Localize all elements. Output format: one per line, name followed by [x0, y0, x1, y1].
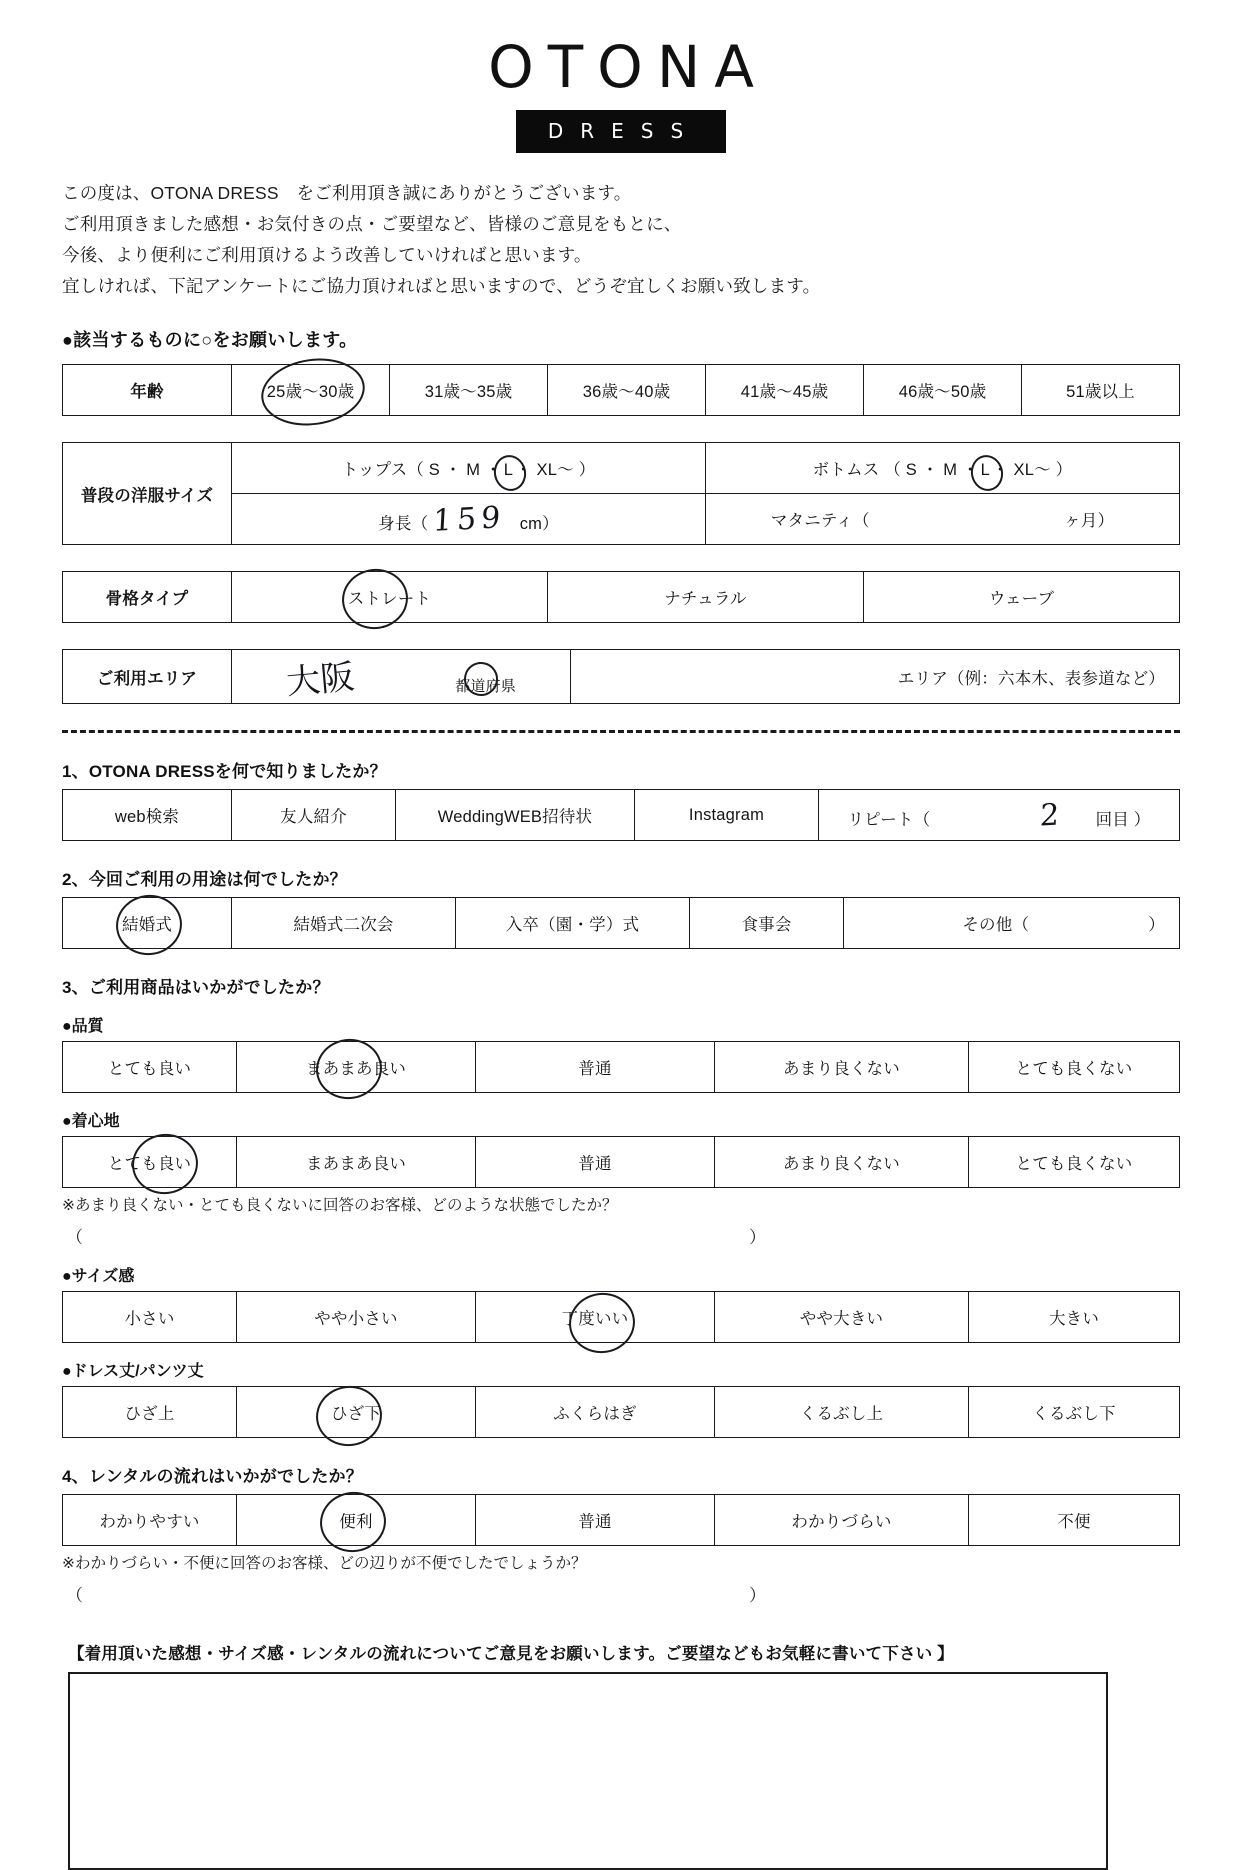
bottoms-prefix: ボトムス （ S ・ M ・ — [812, 461, 979, 479]
q3-comfort-answer-row[interactable] — [66, 1223, 766, 1248]
q3-quality-option-1-label: まあまあ良い — [305, 1060, 407, 1078]
prefecture-value: 大阪 — [284, 657, 357, 703]
q3-quality-option-0[interactable] — [63, 1042, 237, 1093]
tops-prefix: トップス（ S ・ M ・ — [341, 461, 502, 479]
q1-option-3[interactable] — [635, 790, 819, 841]
bottoms-size-cell[interactable] — [706, 443, 1180, 494]
q3-length-option-1[interactable] — [237, 1387, 476, 1438]
q1-title: 1、OTONA DRESSを何で知りましたか？ — [62, 762, 387, 781]
q3-fit-option-3-label: やや大きい — [799, 1310, 884, 1328]
age-label: 年齢 — [63, 365, 232, 416]
tops-selected-size: L — [503, 461, 514, 479]
body-type-option-1-label: ナチュラル — [664, 590, 747, 608]
body-type-label: 骨格タイプ — [63, 572, 232, 623]
body-type-option-1[interactable] — [548, 572, 864, 623]
q3-fit-option-2-label: 丁度いい — [561, 1310, 629, 1328]
q4-option-4[interactable] — [969, 1495, 1180, 1546]
q2-title: 2、今回ご利用の用途は何でしたか？ — [62, 870, 347, 889]
age-option-5-label: 51歳以上 — [1066, 383, 1135, 401]
q1-repeat-value: 2 — [1039, 796, 1065, 834]
age-table — [62, 364, 1180, 416]
q1-option-1-label: 友人紹介 — [280, 808, 347, 826]
body-type-option-2[interactable] — [864, 572, 1180, 623]
height-unit: cm） — [519, 514, 559, 533]
q4-title: 4、レンタルの流れはいかがでしたか？ — [62, 1467, 363, 1486]
q3-length-option-0-label: ひざ上 — [124, 1405, 175, 1423]
q3-quality-option-3[interactable] — [715, 1042, 969, 1093]
intro-line-4: 宜しければ、下記アンケートにご協力頂ければと思いますので、どうぞ宜しくお願い致します。 — [62, 276, 821, 296]
comment-title: 【着用頂いた感想・サイズ感・レンタルの流れについてご意見をお願いします。ご要望などもお気軽に書いて下さい 】 — [68, 1645, 954, 1663]
age-option-1[interactable] — [390, 365, 548, 416]
q4-close-paren: ） — [749, 1586, 766, 1605]
q1-repeat-prefix: リピート（ — [847, 810, 931, 829]
prefecture-suffix: 都道府県 — [455, 678, 516, 695]
q2-option-2[interactable] — [456, 898, 690, 949]
table-row — [63, 1495, 1180, 1546]
q3-fit-table — [62, 1291, 1180, 1343]
area-hint: エリア（例：六本木、表参道など） — [897, 669, 1165, 688]
q4-answer-row[interactable] — [66, 1581, 766, 1606]
age-option-0-label: 25歳〜30歳 — [266, 383, 355, 401]
q3-comfort-option-3[interactable] — [715, 1137, 969, 1188]
table-row — [63, 790, 1180, 841]
q4-table — [62, 1494, 1180, 1546]
q4-option-3-label: わかりづらい — [791, 1513, 892, 1531]
body-type-option-0-label: ストレート — [347, 590, 432, 608]
q3-length-option-1-label: ひざ下 — [330, 1405, 382, 1423]
age-option-3-label: 41歳〜45歳 — [740, 383, 829, 401]
intro-line-2: ご利用頂きました感想・お気付きの点・ご要望など、皆様のご意見をもとに、 — [62, 214, 682, 234]
table-row — [63, 1137, 1180, 1188]
q3-quality-option-3-label: あまり良くない — [783, 1060, 900, 1078]
q3-quality-option-2[interactable] — [476, 1042, 715, 1093]
brand-sub-badge — [516, 110, 726, 153]
q4-option-0-label: わかりやすい — [99, 1513, 200, 1531]
q3-fit-option-0-label: 小さい — [124, 1310, 175, 1328]
age-option-2-label: 36歳〜40歳 — [582, 383, 671, 401]
q3-fit-option-4[interactable] — [969, 1292, 1180, 1343]
table-row — [63, 1042, 1180, 1093]
q3-comfort-open-paren: （ — [66, 1228, 83, 1247]
q2-option-3[interactable] — [690, 898, 844, 949]
q2-option-0-label: 結婚式 — [121, 916, 173, 934]
table-row — [63, 443, 1180, 494]
height-value: 159 — [432, 499, 507, 539]
age-option-1-label: 31歳〜35歳 — [424, 383, 513, 401]
age-option-2[interactable] — [548, 365, 706, 416]
age-option-5[interactable] — [1022, 365, 1180, 416]
q3-length-option-4-label: くるぶし下 — [1032, 1405, 1116, 1423]
q3-comfort-heading: ●着心地 — [62, 1113, 120, 1130]
brand-sub: DRESS — [547, 119, 701, 143]
q2-option-2-label: 入卒（園・学）式 — [505, 916, 640, 934]
maternity-cell[interactable] — [706, 494, 1180, 545]
q3-comfort-option-0[interactable] — [63, 1137, 237, 1188]
q2-option-1-label: 結婚式二次会 — [293, 916, 394, 934]
q3-quality-option-4-label: とても良くない — [1015, 1060, 1133, 1078]
q3-length-option-0[interactable] — [63, 1387, 237, 1438]
q2-table — [62, 897, 1180, 949]
table-row — [63, 1292, 1180, 1343]
q3-fit-heading: ●サイズ感 — [62, 1268, 135, 1285]
q3-quality-table — [62, 1041, 1180, 1093]
q4-option-2-label: 普通 — [578, 1513, 612, 1531]
q2-option-0[interactable] — [63, 898, 232, 949]
q4-option-4-label: 不便 — [1057, 1513, 1091, 1531]
q4-option-1[interactable] — [237, 1495, 476, 1546]
height-cell[interactable] — [232, 494, 706, 545]
age-option-0[interactable] — [232, 365, 390, 416]
q2-other-cell[interactable] — [844, 898, 1180, 949]
tops-suffix: ・ XL〜 ） — [515, 461, 596, 479]
q3-comfort-answer — [415, 1223, 417, 1248]
table-row — [63, 650, 1180, 704]
q3-length-option-2-label: ふくらはぎ — [553, 1405, 637, 1423]
q3-comfort-table — [62, 1136, 1180, 1188]
bottoms-suffix: ・ XL〜 ） — [992, 461, 1073, 479]
tops-size-cell[interactable] — [232, 443, 706, 494]
q1-table — [62, 789, 1180, 841]
age-option-4-label: 46歳〜50歳 — [898, 383, 987, 401]
q3-quality-option-0-label: とても良い — [107, 1060, 192, 1078]
q3-quality-option-1[interactable] — [237, 1042, 476, 1093]
q1-repeat-cell[interactable] — [819, 790, 1180, 841]
q1-option-2[interactable] — [396, 790, 635, 841]
q3-comfort-option-2[interactable] — [476, 1137, 715, 1188]
body-type-option-0[interactable] — [232, 572, 548, 623]
q4-option-1-label: 便利 — [339, 1513, 373, 1531]
instruction-text: ●該当するものに○をお願いします。 — [62, 330, 358, 350]
prefecture-cell[interactable] — [232, 650, 571, 704]
q4-open-paren: （ — [66, 1586, 83, 1605]
q2-other-prefix: その他（ — [962, 916, 1030, 934]
clothing-size-label: 普段の洋服サイズ — [63, 443, 232, 545]
q1-option-0[interactable] — [63, 790, 232, 841]
table-row — [63, 365, 1180, 416]
q3-fit-option-0[interactable] — [63, 1292, 237, 1343]
q3-quality-option-4[interactable] — [969, 1042, 1180, 1093]
table-row — [63, 572, 1180, 623]
q4-option-3[interactable] — [715, 1495, 969, 1546]
area-label: ご利用エリア — [63, 650, 232, 704]
area-table — [62, 649, 1180, 704]
q3-fit-option-1-label: やや小さい — [314, 1310, 398, 1328]
q3-comfort-option-4[interactable] — [969, 1137, 1180, 1188]
q3-comfort-option-2-label: 普通 — [578, 1155, 612, 1173]
intro-line-3: 今後、より便利にご利用頂けるよう改善していければと思います。 — [62, 245, 592, 265]
brand-name: OTONA — [488, 33, 768, 101]
q3-comfort-option-4-label: とても良くない — [1015, 1155, 1133, 1173]
q3-comfort-note: ※あまり良くない・とても良くないに回答のお客様、どのような状態でしたか？ — [62, 1197, 618, 1214]
q3-length-option-3[interactable] — [715, 1387, 969, 1438]
intro-line-1: この度は、OTONA DRESS をご利用頂き誠にありがとうございます。 — [62, 183, 632, 203]
body-type-table — [62, 571, 1180, 623]
q3-length-option-3-label: くるぶし上 — [799, 1405, 884, 1423]
q1-option-3-label: Instagram — [688, 805, 765, 824]
q3-length-heading: ●ドレス丈/パンツ丈 — [62, 1363, 204, 1380]
q3-title: 3、ご利用商品はいかがでしたか？ — [62, 978, 330, 997]
q4-option-2[interactable] — [476, 1495, 715, 1546]
q3-comfort-option-3-label: あまり良くない — [783, 1155, 900, 1173]
clothing-size-table — [62, 442, 1180, 545]
q2-option-3-label: 食事会 — [741, 916, 792, 934]
maternity-unit: ヶ月） — [1064, 512, 1115, 530]
q4-answer — [415, 1581, 417, 1606]
q3-fit-option-4-label: 大きい — [1048, 1310, 1100, 1328]
q3-quality-heading: ●品質 — [62, 1018, 104, 1035]
q1-option-1[interactable] — [232, 790, 396, 841]
bottoms-selected-size: L — [980, 461, 991, 479]
age-option-3[interactable] — [706, 365, 864, 416]
q3-quality-option-2-label: 普通 — [578, 1060, 612, 1078]
q2-option-1[interactable] — [232, 898, 456, 949]
q1-option-0-label: web検索 — [114, 808, 180, 826]
table-row — [63, 898, 1180, 949]
comment-box[interactable] — [68, 1672, 1108, 1870]
q1-repeat-suffix: 回目 ） — [1095, 810, 1151, 829]
q3-length-option-4[interactable] — [969, 1387, 1180, 1438]
q3-fit-option-3[interactable] — [715, 1292, 969, 1343]
maternity-label: マタニティ（ — [770, 512, 870, 530]
q3-length-option-2[interactable] — [476, 1387, 715, 1438]
q3-comfort-option-1-label: まあまあ良い — [305, 1155, 407, 1173]
area-detail-cell[interactable] — [571, 650, 1180, 704]
q2-other-suffix: ） — [1148, 916, 1165, 934]
q3-fit-option-1[interactable] — [237, 1292, 476, 1343]
q3-comfort-close-paren: ） — [749, 1228, 766, 1247]
age-option-4[interactable] — [864, 365, 1022, 416]
height-label: 身長（ — [378, 514, 429, 533]
q4-option-0[interactable] — [63, 1495, 237, 1546]
q3-comfort-option-1[interactable] — [237, 1137, 476, 1188]
intro-paragraph — [62, 179, 1112, 300]
q3-comfort-option-0-label: とても良い — [107, 1155, 192, 1173]
q3-length-table — [62, 1386, 1180, 1438]
section-divider — [62, 730, 1180, 733]
q4-note: ※わかりづらい・不便に回答のお客様、どの辺りが不便でしたでしょうか？ — [62, 1555, 587, 1572]
q1-option-2-label: WeddingWEB招待状 — [437, 808, 593, 826]
q3-fit-option-2[interactable] — [476, 1292, 715, 1343]
brand-logo — [0, 0, 1242, 153]
table-row — [63, 1387, 1180, 1438]
body-type-option-2-label: ウェーブ — [988, 590, 1055, 608]
